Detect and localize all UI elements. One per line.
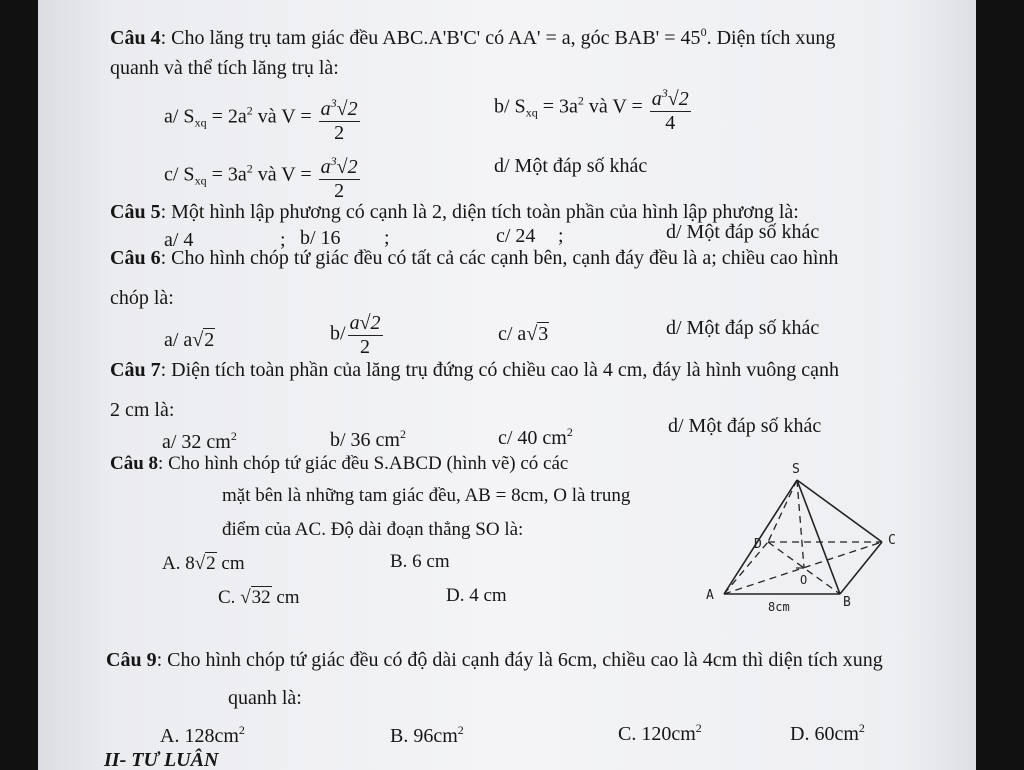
edge-SD [768, 480, 797, 542]
q5-sep-2: ; [384, 227, 390, 249]
photo-dark-border-right [976, 0, 1024, 770]
q9-option-c: C. $120cm^2$ [618, 721, 702, 745]
q7-option-d: d/ Một đáp số khác [668, 415, 822, 437]
label-B: B [843, 595, 851, 610]
q4-option-b: b/ $S_{xq} = 3a^2$ và V = $\frac{a^3√2}{4}$ [494, 82, 693, 134]
q7-option-b: b/ 36 $cm^2$ [330, 427, 406, 451]
q7-option-c: c/ 40 $cm^2$ [498, 425, 573, 449]
q5-sep-3: ; [558, 225, 564, 247]
q9-option-b: B. $96cm^2$ [390, 723, 464, 747]
q8-stem-line1: Câu 8: Cho hình chóp tứ giác đều S.ABCD (hình vẽ) có các [110, 453, 569, 474]
q4-option-c: c/ $S_{xq} = 3a^2$ và V = $\frac{a^3√2}{2}$ [164, 150, 362, 202]
q9-option-a: A. $128cm^2$ [160, 723, 245, 747]
q4-stem-line1: Câu 4: Cho lăng trụ tam giác đều ABC.A'B'C' có AA' = a, góc $BAB' = 45^0$. Diện tích xung [110, 25, 836, 49]
height-SO [797, 480, 804, 568]
q6-option-b: b/ $\frac{a√2}{2}$ [330, 312, 381, 358]
photo-dark-border-left [0, 0, 38, 770]
q7-stem-line1: Câu 7: Diện tích toàn phần của lăng trụ đứng có chiều cao là 4 cm, đáy là hình vuông cạnh [110, 359, 839, 381]
q4-option-a: a/ $S_{xq} = 2a^2$ và V = $\frac{a^3√2}{2}$ [164, 92, 362, 144]
label-S: S [792, 462, 800, 477]
q8-option-b: B. 6 cm [390, 551, 450, 572]
q5-option-c: c/ 24 [496, 225, 536, 247]
q5-sep-1: ; [280, 229, 286, 251]
q6-option-a: a/ a√2 [164, 329, 215, 351]
q7-label: Câu 7 [110, 359, 161, 381]
exam-paper [38, 0, 976, 770]
q5-option-a: a/ 4 [164, 229, 194, 251]
q5-stem: Câu 5: Một hình lập phương có cạnh là 2, diện tích toàn phần của hình lập phương là: [110, 201, 799, 223]
q4-label: Câu 4 [110, 27, 161, 49]
q7-stem-line2: 2 cm là: [110, 399, 175, 421]
q6-option-c: c/ a√3 [498, 323, 549, 345]
label-O: O [800, 573, 808, 587]
edge-SC [797, 480, 882, 542]
q6-option-d: d/ Một đáp số khác [666, 317, 820, 339]
q8-stem-line3: điểm của AC. Độ dài đoạn thẳng SO là: [222, 519, 524, 540]
q7-option-a: a/ 32 $cm^2$ [162, 429, 237, 453]
q8-label: Câu 8 [110, 453, 159, 474]
q6-stem-line2: chóp là: [110, 287, 174, 309]
q8-stem-line2: mặt bên là những tam giác đều, AB = 8cm, O là trung [222, 485, 631, 506]
edge-BC [840, 542, 882, 594]
q9-stem-line2: quanh là: [228, 687, 302, 709]
q9-stem-line1: Câu 9: Cho hình chóp tứ giác đều có độ dài cạnh đáy là 6cm, chiều cao là 4cm thì diện tích xung [106, 649, 883, 671]
pyramid-figure [700, 456, 920, 616]
q4-stem-line2: quanh và thể tích lăng trụ là: [110, 57, 339, 79]
q5-option-d: d/ Một đáp số khác [666, 221, 820, 243]
q8-option-d: D. 4 cm [446, 585, 507, 606]
q9-label: Câu 9 [106, 649, 157, 671]
q6-stem-line1: Câu 6: Cho hình chóp tứ giác đều có tất cả các cạnh bên, cạnh đáy đều là a; chiều cao hình [110, 247, 839, 269]
q5-label: Câu 5 [110, 201, 161, 223]
q4-option-d: d/ Một đáp số khác [494, 155, 648, 177]
q6-label: Câu 6 [110, 247, 161, 269]
label-A: A [706, 588, 714, 603]
label-C: C [888, 533, 896, 548]
q9-option-d: D. $60cm^2$ [790, 721, 865, 745]
q8-option-a: A. 8√2 cm [162, 553, 245, 574]
section-heading: II- TƯ LUÂN [104, 749, 219, 770]
label-D: D [754, 537, 762, 552]
q5-option-b: b/ 16 [300, 227, 341, 249]
q8-option-c: C. √32 cm [218, 587, 300, 608]
label-side-length: 8cm [768, 600, 790, 614]
